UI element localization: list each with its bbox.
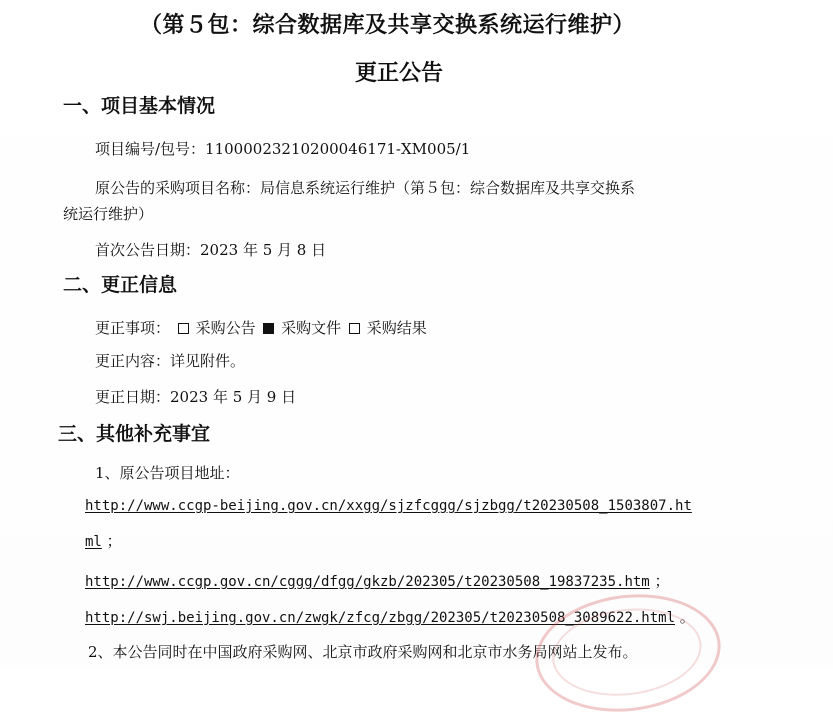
correction-content-line: 更正内容：详见附件。 <box>95 352 246 370</box>
correction-items-label: 更正事项： <box>95 319 171 337</box>
ccgp-beijing-link-tail[interactable]: ml <box>85 534 102 550</box>
correction-option-notice: 采购公告 <box>195 319 256 337</box>
publication-notice-line: 2、本公告同时在中国政府采购网、北京市政府采购网和北京市水务局网站上发布。 <box>88 643 638 661</box>
water-affairs-link-row <box>85 606 695 627</box>
first-notice-date-line: 首次公告日期：2023 年 5 月 8 日 <box>95 241 327 259</box>
link-separator: ； <box>106 532 122 550</box>
ccgp-beijing-link-line-1[interactable]: http://www.ccgp-beijing.gov.cn/xxgg/sjzfcggg/sjzbgg/t20230508_1503807.ht <box>85 498 692 514</box>
correction-date-line: 更正日期：2023 年 5 月 9 日 <box>95 388 297 406</box>
section-heading-other-matters: 三、其他补充事宜 <box>58 423 211 445</box>
ccgp-national-link-row <box>85 570 670 591</box>
link-period: 。 <box>679 608 695 626</box>
section-heading-correction-info: 二、更正信息 <box>63 274 178 296</box>
link-separator: ； <box>654 572 670 590</box>
checkbox-icon <box>349 323 360 334</box>
original-project-address-label: 1、原公告项目地址： <box>95 464 240 482</box>
ccgp-national-link[interactable]: http://www.ccgp.gov.cn/cggg/dfgg/gkzb/202305/t20230508_19837235.htm <box>85 574 650 590</box>
project-number-line: 项目编号/包号：11000023210200046171-XM005/1 <box>95 140 471 158</box>
correction-items-row <box>95 317 427 338</box>
ccgp-beijing-link-line-2 <box>85 530 122 551</box>
water-affairs-link[interactable]: http://swj.beijing.gov.cn/zwgk/zfcg/zbgg/202305/t20230508_3089622.html <box>85 610 676 626</box>
correction-option-file: 采购文件 <box>281 319 342 337</box>
page-title: 更正公告 <box>355 60 444 86</box>
checkbox-icon <box>178 323 189 334</box>
original-project-name-line-1: 原公告的采购项目名称：局信息系统运行维护（第５包：综合数据库及共享交换系 <box>95 179 636 197</box>
original-project-name-line-2: 统运行维护） <box>63 205 154 223</box>
section-heading-project-info: 一、项目基本情况 <box>63 95 216 117</box>
correction-option-result: 采购结果 <box>366 319 427 337</box>
checked-checkbox-icon <box>263 323 274 334</box>
package-title: （第５包：综合数据库及共享交换系统运行维护） <box>140 12 636 38</box>
